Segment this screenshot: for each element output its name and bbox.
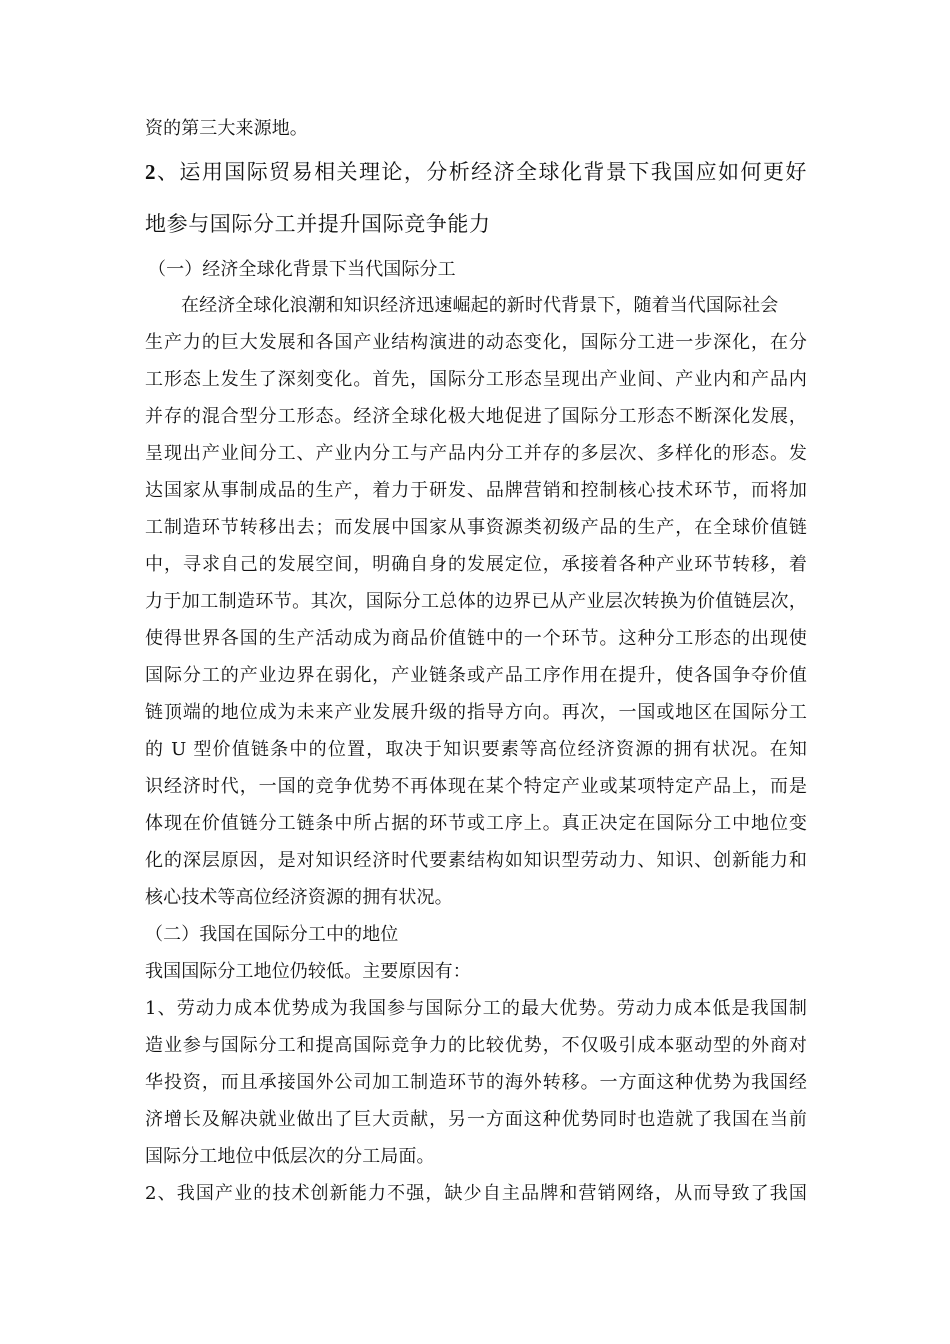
section2-item2-line: 2、我国产业的技术创新能力不强，缺少自主品牌和营销网络，从而导致了我国 (145, 1183, 807, 1204)
section2-intro: 我国国际分工地位仍较低。主要原因有： (145, 961, 471, 982)
section1-paragraph-line: 生产力的巨大发展和各国产业结构演进的动态变化，国际分工进一步深化，在分 (145, 332, 807, 353)
section1-paragraph-line: 并存的混合型分工形态。经济全球化极大地促进了国际分工形态不断深化发展， (145, 406, 807, 427)
section2-item1-line: 华投资，而且承接国外公司加工制造环节的海外转移。一方面这种优势为我国经 (145, 1072, 807, 1093)
section2-item1-line: 1、劳动力成本优势成为我国参与国际分工的最大优势。劳动力成本低是我国制 (145, 998, 807, 1019)
section2-item1-line: 造业参与国际分工和提高国际竞争力的比较优势，不仅吸引成本驱动型的外商对 (145, 1035, 807, 1056)
section1-paragraph-line: 国际分工的产业边界在弱化，产业链条或产品工序作用在提升，使各国争夺价值 (145, 665, 807, 686)
continuation-line: 资的第三大来源地。 (145, 118, 308, 139)
section2-item1-line: 济增长及解决就业做出了巨大贡献，另一方面这种优势同时也造就了我国在当前 (145, 1109, 807, 1130)
section1-paragraph-line: 化的深层原因，是对知识经济时代要素结构如知识型劳动力、知识、创新能力和 (145, 850, 807, 871)
section1-paragraph-line: 力于加工制造环节。其次，国际分工总体的边界已从产业层次转换为价值链层次， (145, 591, 807, 612)
section1-paragraph-line: 核心技术等高位经济资源的拥有状况。 (145, 887, 453, 908)
section1-paragraph-line: 呈现出产业间分工、产业内分工与产品内分工并存的多层次、多样化的形态。发 (145, 443, 807, 464)
question-heading-line-2: 地参与国际分工并提升国际竞争能力 (145, 212, 491, 236)
section2-title: （二）我国在国际分工中的地位 (145, 924, 399, 945)
section2-item1-line: 国际分工地位中低层次的分工局面。 (145, 1146, 435, 1167)
section1-paragraph-line: 工制造环节转移出去；而发展中国家从事资源类初级产品的生产，在全球价值链 (145, 517, 807, 538)
section1-paragraph-line: 识经济时代，一国的竞争优势不再体现在某个特定产业或某项特定产品上，而是 (145, 776, 807, 797)
section1-title: （一）经济全球化背景下当代国际分工 (148, 259, 456, 280)
question-heading-text-1: 、运用国际贸易相关理论，分析经济全球化背景下我国应如何更好 (156, 160, 807, 184)
section1-paragraph-line: 的 U 型价值链条中的位置，取决于知识要素等高位经济资源的拥有状况。在知 (145, 739, 807, 760)
section1-paragraph-line: 体现在价值链分工链条中所占据的环节或工序上。真正决定在国际分工中地位变 (145, 813, 807, 834)
section1-paragraph-line: 中，寻求自己的发展空间，明确自身的发展定位，承接着各种产业环节转移，着 (145, 554, 807, 575)
question-number: 2 (145, 160, 157, 184)
section1-paragraph-line: 达国家从事制成品的生产，着力于研发、品牌营销和控制核心技术环节，而将加 (145, 480, 807, 501)
section1-paragraph-line: 在经济全球化浪潮和知识经济迅速崛起的新时代背景下，随着当代国际社会 (181, 295, 779, 316)
section1-paragraph-line: 使得世界各国的生产活动成为商品价值链中的一个环节。这种分工形态的出现使 (145, 628, 807, 649)
section1-paragraph-line: 链顶端的地位成为未来产业发展升级的指导方向。再次，一国或地区在国际分工 (145, 702, 807, 723)
section1-paragraph-line: 工形态上发生了深刻变化。首先，国际分工形态呈现出产业间、产业内和产品内 (145, 369, 807, 390)
question-heading-line-1 (145, 159, 807, 185)
